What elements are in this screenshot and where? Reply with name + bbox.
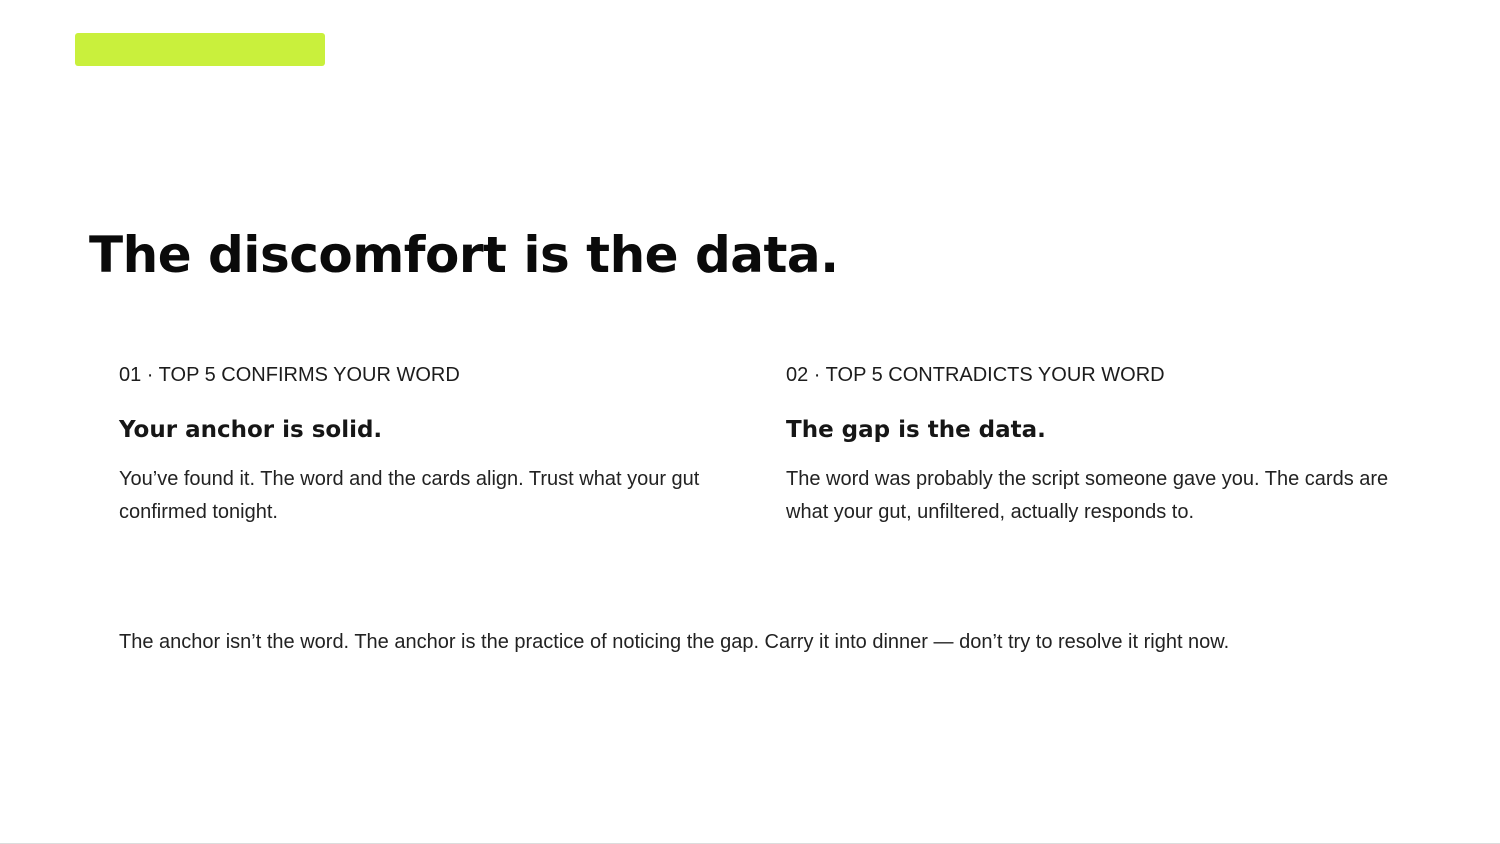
card-label: 01 · TOP 5 CONFIRMS YOUR WORD	[119, 364, 460, 386]
card-body: You’ve found it. The word and the cards align. Trust what your gut confirmed tonight.	[119, 468, 700, 523]
outcome-card-confirms	[119, 362, 729, 529]
footer-note: The anchor isn’t the word. The anchor is the practice of noticing the gap. Carry it into dinner — don’t try to resolve it right now.	[119, 631, 1230, 653]
accent-highlight-bar	[75, 33, 325, 66]
card-body: The word was probably the script someone gave you. The cards are what your gut, unfiltered, actually responds to.	[786, 468, 1389, 523]
page-title: The discomfort is the data.	[89, 226, 839, 284]
card-heading: Your anchor is solid.	[119, 417, 383, 443]
card-label: 02 · TOP 5 CONTRADICTS YOUR WORD	[786, 364, 1165, 386]
card-heading: The gap is the data.	[786, 417, 1046, 443]
outcome-card-contradicts	[786, 362, 1396, 529]
